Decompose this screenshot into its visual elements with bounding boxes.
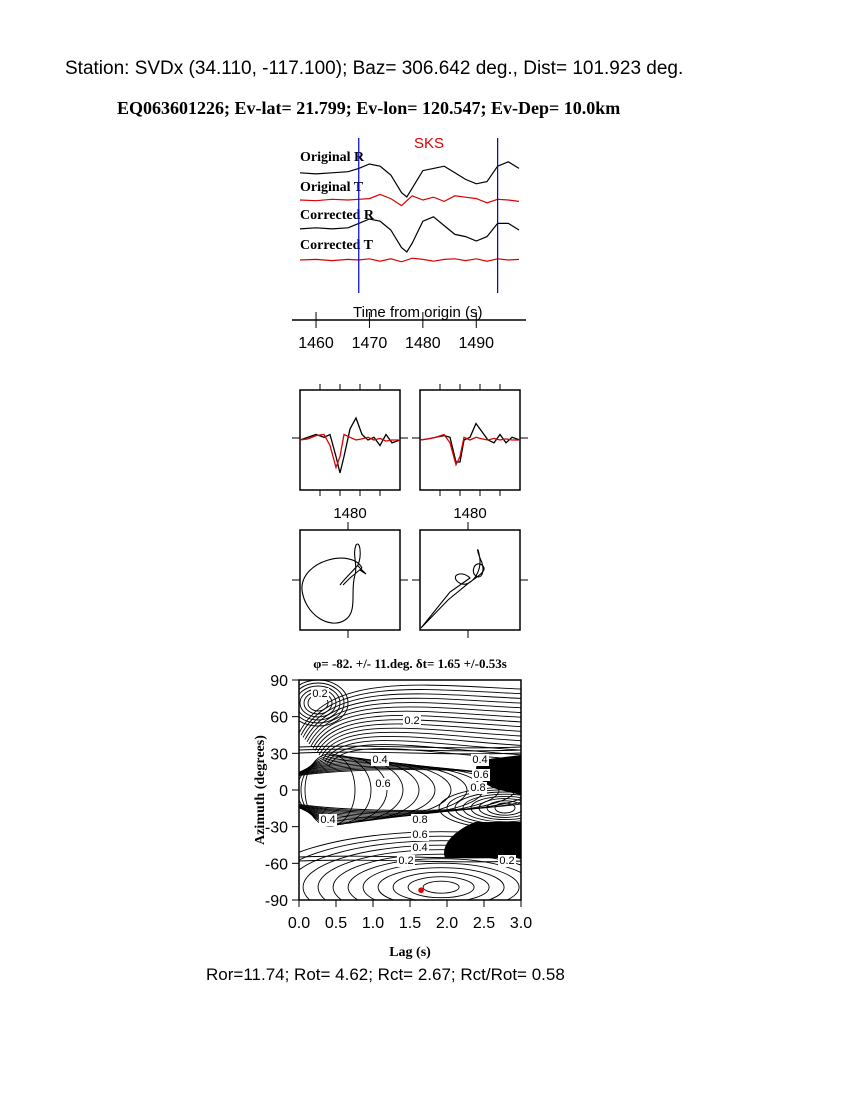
trace-name-3: Corrected T — [300, 238, 373, 253]
contour-label: 0.6 — [412, 829, 428, 841]
contour-label: 0.4 — [412, 842, 428, 854]
overlay-tick-label: 1480 — [453, 505, 487, 522]
particle-motion-path — [302, 544, 366, 623]
contour-line — [348, 859, 534, 916]
contour-label: 0.2 — [404, 715, 420, 727]
particle-motion-path — [421, 550, 484, 628]
overlay-panel-before — [292, 384, 408, 522]
contour-line — [333, 854, 549, 920]
contour-line — [318, 850, 564, 925]
overlay-trace-1 — [420, 435, 520, 465]
contour-line — [378, 868, 504, 907]
azimuth-axis-label: Azimuth (degrees) — [253, 735, 268, 845]
azimuth-tick-label: 0 — [279, 783, 288, 800]
contour-label: 0.6 — [473, 769, 489, 781]
time-axis-label: Time from origin (s) — [353, 304, 483, 321]
ratios-line: Ror=11.74; Rot= 4.62; Rct= 2.67; Rct/Rot= 0.58 — [206, 965, 565, 984]
time-tick-label: 1490 — [458, 335, 495, 352]
lag-tick-label: 2.0 — [435, 915, 459, 932]
lag-tick-label: 0.0 — [287, 915, 311, 932]
phase-label: SKS — [414, 135, 445, 152]
contour-label: 0.4 — [372, 754, 388, 766]
contour-line — [299, 746, 521, 748]
overlay-trace-0 — [420, 424, 520, 463]
overlay-trace-1 — [300, 435, 400, 468]
azimuth-tick-label: -90 — [264, 893, 288, 910]
contour-label: 0.6 — [375, 778, 391, 790]
time-tick-label: 1470 — [351, 335, 388, 352]
contour-line — [363, 863, 519, 911]
trace-line-1 — [300, 194, 519, 205]
contour-label: 0.4 — [320, 814, 336, 826]
time-tick-label: 1480 — [405, 335, 441, 352]
contour-line — [495, 803, 515, 813]
contour-label: 0.2 — [398, 855, 414, 867]
azimuth-tick-label: 90 — [270, 673, 288, 690]
contour-label: 0.4 — [472, 754, 488, 766]
best-fit-marker — [418, 887, 424, 893]
lag-tick-label: 2.5 — [472, 915, 496, 932]
contour-line — [288, 680, 348, 726]
azimuth-tick-label: 60 — [270, 709, 288, 727]
time-tick-label: 1460 — [298, 335, 334, 352]
overlay-trace-0 — [300, 418, 400, 473]
overlay-tick-label: 1480 — [333, 505, 367, 522]
lag-tick-label: 0.5 — [324, 915, 348, 932]
lag-axis-label: Lag (s) — [389, 945, 431, 960]
contour-label: 0.8 — [470, 782, 486, 794]
trace-name-2: Corrected R — [300, 208, 374, 223]
overlay-panel-after — [412, 384, 528, 522]
seismogram-traces-panel — [292, 135, 526, 352]
contour-line — [299, 749, 521, 751]
azimuth-tick-label: 30 — [270, 746, 288, 764]
lag-tick-label: 1.5 — [398, 915, 422, 932]
lag-tick-label: 1.0 — [361, 915, 385, 932]
particle-motion-panel-before — [292, 522, 408, 638]
contour-line — [408, 877, 474, 898]
azimuth-tick-label: -30 — [264, 819, 288, 837]
error-surface-title: φ= -82. +/- 11.deg. δt= 1.65 +/-0.53s — [313, 656, 507, 671]
trace-line-3 — [300, 258, 519, 262]
contour-label: 0.2 — [499, 855, 515, 867]
event-info-line: EQ063601226; Ev-lat= 21.799; Ev-lon= 120.547; Ev-Dep= 10.0km — [117, 98, 621, 118]
trace-name-0: Original R — [300, 150, 365, 165]
trace-name-1: Original T — [300, 180, 364, 195]
lag-tick-label: 3.0 — [509, 915, 533, 932]
station-info-line: Station: SVDx (34.110, -117.100); Baz= 306.642 deg., Dist= 101.923 deg. — [65, 58, 684, 79]
particle-motion-frame — [420, 530, 520, 630]
contour-label: 0.8 — [412, 814, 428, 826]
contour-label: 0.2 — [312, 688, 328, 700]
contour-line — [423, 881, 459, 893]
error-surface-panel — [253, 656, 624, 960]
particle-motion-panel-after — [412, 522, 528, 638]
azimuth-tick-label: -60 — [264, 856, 288, 874]
